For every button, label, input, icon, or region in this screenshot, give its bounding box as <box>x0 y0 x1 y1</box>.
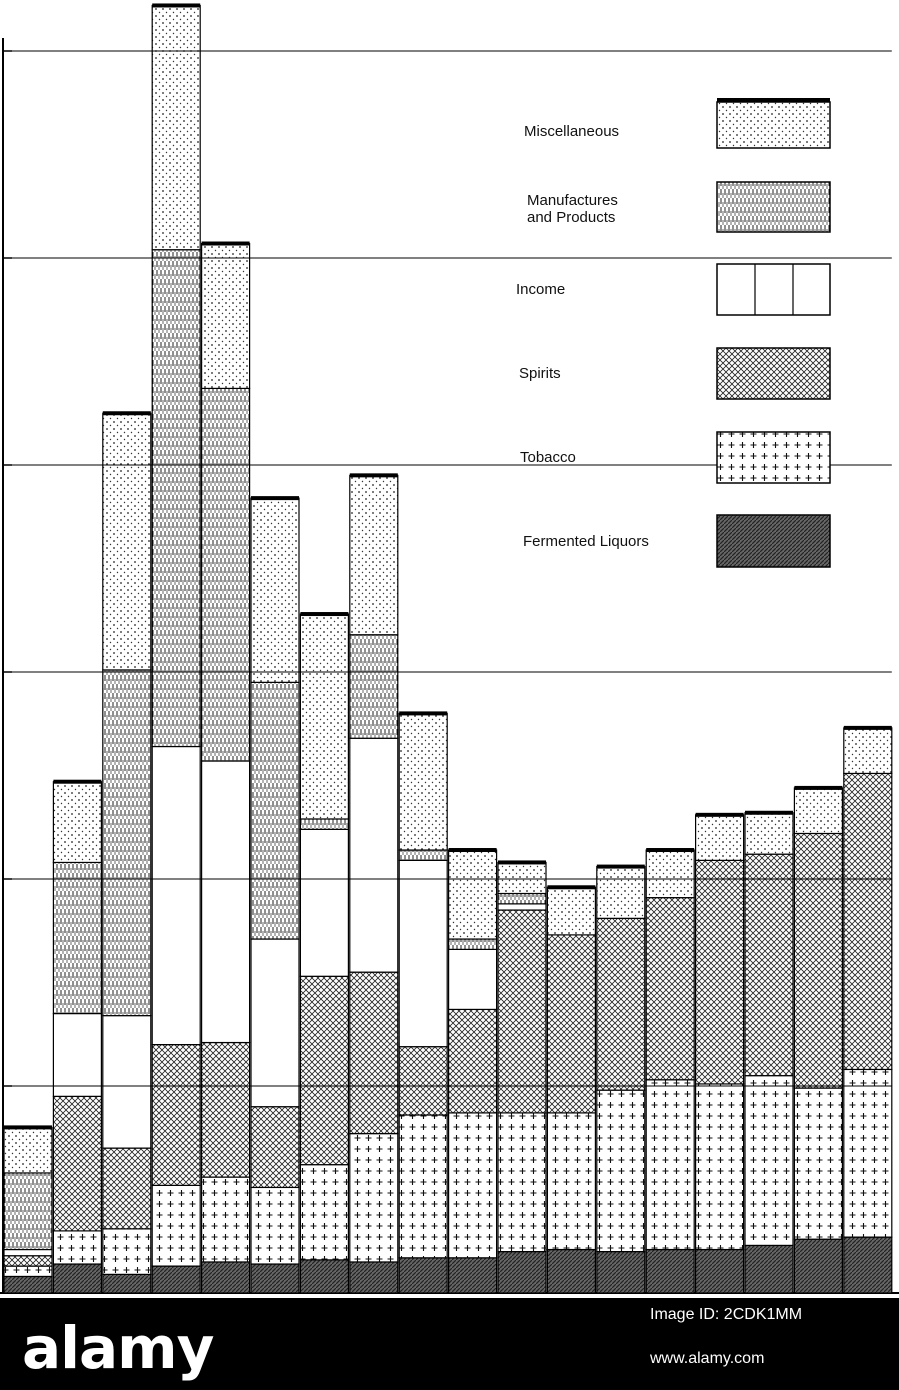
legend-item-miscellaneous <box>524 98 830 148</box>
bar-segment-misc <box>646 850 694 898</box>
bar-segment-misc <box>152 5 200 249</box>
bar-stack-8 <box>350 473 398 1293</box>
bar-segment-misc <box>844 728 892 774</box>
bar-segment-manufactures <box>300 819 348 829</box>
bar-segment-misc <box>251 498 299 682</box>
bar-segment-fermented <box>794 1239 842 1293</box>
bar-segment-spirits <box>597 918 645 1090</box>
bar-segment-spirits <box>202 1043 250 1178</box>
bar-segment-spirits <box>4 1256 52 1266</box>
legend-swatch-miscellaneous <box>717 102 830 148</box>
bar-top-cap <box>202 242 250 246</box>
bar-top-cap <box>103 411 151 415</box>
watermark-logo: alamy <box>22 1314 214 1382</box>
bar-stack-15 <box>696 813 744 1293</box>
bar-top-cap <box>597 865 645 869</box>
bar-segment-fermented <box>152 1266 200 1293</box>
bar-segment-fermented <box>597 1252 645 1293</box>
bar-segment-spirits <box>152 1045 200 1186</box>
legend-item-spirits <box>519 348 830 399</box>
bar-segment-tobacco <box>103 1229 151 1275</box>
bar-segment-misc <box>350 475 398 634</box>
legend-label-manufactures-line1: Manufactures <box>527 192 618 209</box>
bar-stack-7 <box>300 612 348 1293</box>
bar-segment-tobacco <box>597 1090 645 1251</box>
bar-segment-spirits <box>844 773 892 1069</box>
bar-segment-fermented <box>202 1262 250 1293</box>
bar-top-cap <box>251 496 299 500</box>
bar-segment-manufactures <box>498 893 546 903</box>
watermark-banner <box>0 1298 899 1390</box>
bar-top-cap <box>4 1125 52 1129</box>
bar-segment-misc <box>696 815 744 861</box>
bar-segment-fermented <box>53 1264 101 1293</box>
bar-top-cap <box>844 726 892 730</box>
bar-top-cap <box>696 813 744 817</box>
bar-stack-17 <box>794 786 842 1293</box>
bar-segment-tobacco <box>202 1177 250 1262</box>
bar-segment-tobacco <box>300 1165 348 1260</box>
bar-segment-spirits <box>350 972 398 1133</box>
bar-segment-tobacco <box>547 1113 595 1250</box>
bar-top-cap <box>745 811 793 815</box>
bar-stack-13 <box>597 865 645 1293</box>
bar-segment-misc <box>547 887 595 935</box>
legend-label-fermented: Fermented Liquors <box>523 533 649 550</box>
bar-segment-misc <box>53 782 101 863</box>
legend-item-fermented <box>523 515 830 567</box>
bar-segment-fermented <box>498 1252 546 1293</box>
bar-segment-manufactures <box>202 388 250 761</box>
legend-label-spirits: Spirits <box>519 365 561 382</box>
bar-segment-tobacco <box>696 1084 744 1250</box>
bar-segment-spirits <box>794 833 842 1088</box>
legend-item-manufactures <box>527 182 830 232</box>
bar-segment-manufactures <box>4 1173 52 1250</box>
bar-segment-tobacco <box>646 1080 694 1250</box>
bar-segment-tobacco <box>745 1076 793 1246</box>
bar-segment-misc <box>745 813 793 854</box>
legend-swatch-spirits <box>717 348 830 399</box>
legend-swatch-income <box>717 264 830 315</box>
bar-segment-tobacco <box>4 1266 52 1276</box>
bar-top-cap <box>152 3 200 7</box>
legend-label-miscellaneous: Miscellaneous <box>524 123 620 140</box>
bar-segment-manufactures <box>251 682 299 939</box>
watermark-image-id: Image ID: 2CDK1MM <box>650 1306 803 1323</box>
bar-segment-spirits <box>251 1107 299 1188</box>
bar-stack-11 <box>498 860 546 1293</box>
bar-segment-fermented <box>103 1274 151 1293</box>
legend-item-tobacco <box>520 432 830 483</box>
bar-segment-fermented <box>696 1250 744 1293</box>
bar-segment-manufactures <box>103 670 151 1016</box>
bar-segment-tobacco <box>399 1115 447 1258</box>
bar-top-cap <box>498 860 546 864</box>
bar-segment-manufactures <box>399 850 447 860</box>
legend-swatch-tobacco <box>717 432 830 483</box>
bar-segment-fermented <box>350 1262 398 1293</box>
bar-segment-tobacco <box>794 1088 842 1239</box>
bar-segment-spirits <box>53 1096 101 1231</box>
bar-stack-9 <box>399 711 447 1293</box>
bar-stack-6 <box>251 496 299 1293</box>
bar-stack-4 <box>152 3 200 1293</box>
bar-segment-fermented <box>399 1258 447 1293</box>
legend-label-income: Income <box>516 281 566 298</box>
legend-label-tobacco: Tobacco <box>520 449 576 466</box>
bar-top-cap <box>547 885 595 889</box>
bar-segment-fermented <box>251 1264 299 1293</box>
bar-segment-tobacco <box>844 1069 892 1237</box>
bar-segment-spirits <box>103 1148 151 1229</box>
bar-top-cap <box>300 612 348 616</box>
bar-top-cap <box>399 711 447 715</box>
bar-segment-spirits <box>745 854 793 1075</box>
bar-segment-tobacco <box>449 1113 497 1258</box>
bar-segment-tobacco <box>53 1231 101 1264</box>
bar-stack-3 <box>103 411 151 1293</box>
bar-stack-16 <box>745 811 793 1293</box>
bar-segment-manufactures <box>350 635 398 739</box>
bar-segment-tobacco <box>251 1187 299 1264</box>
bar-segment-misc <box>399 713 447 850</box>
bar-top-cap <box>449 848 497 852</box>
bar-segment-misc <box>4 1127 52 1173</box>
bar-segment-fermented <box>300 1260 348 1293</box>
bar-segment-fermented <box>547 1250 595 1293</box>
bar-segment-tobacco <box>498 1113 546 1252</box>
bar-stack-12 <box>547 885 595 1293</box>
legend-swatch-manufactures <box>717 182 830 232</box>
bar-segment-spirits <box>696 860 744 1084</box>
watermark-url: www.alamy.com <box>650 1350 765 1367</box>
bar-segment-tobacco <box>350 1134 398 1262</box>
bar-segment-fermented <box>844 1237 892 1293</box>
bar-segment-misc <box>794 788 842 834</box>
legend-swatch-fermented <box>717 515 830 567</box>
bar-stack-2 <box>53 780 101 1293</box>
bar-segment-fermented <box>4 1276 52 1293</box>
bar-segment-tobacco <box>152 1185 200 1266</box>
bar-segment-spirits <box>449 1009 497 1112</box>
bar-top-cap <box>53 780 101 784</box>
legend <box>516 98 830 567</box>
bar-segment-misc <box>449 850 497 939</box>
bar-top-cap <box>794 786 842 790</box>
bar-stack-5 <box>202 242 250 1293</box>
bar-segment-fermented <box>449 1258 497 1293</box>
bar-stack-1 <box>4 1125 52 1293</box>
bar-segment-misc <box>300 614 348 819</box>
bar-segment-spirits <box>300 976 348 1164</box>
bar-stack-14 <box>646 848 694 1293</box>
bar-stack-10 <box>449 848 497 1293</box>
bar-segment-misc <box>103 413 151 670</box>
bar-segment-fermented <box>745 1245 793 1293</box>
legend-item-income <box>516 264 830 315</box>
bar-segment-spirits <box>498 910 546 1113</box>
bar-segment-manufactures <box>449 939 497 949</box>
bar-segment-spirits <box>399 1047 447 1115</box>
bar-segment-misc <box>202 244 250 389</box>
bar-segment-misc <box>597 867 645 919</box>
bar-top-cap <box>646 848 694 852</box>
bar-top-cap <box>350 473 398 477</box>
legend-label-manufactures-line2: and Products <box>527 209 616 226</box>
bar-segment-fermented <box>646 1250 694 1293</box>
bar-segment-spirits <box>646 898 694 1080</box>
bar-stack-18 <box>844 726 892 1293</box>
bar-segment-manufactures <box>53 862 101 1013</box>
bar-segment-misc <box>498 862 546 893</box>
